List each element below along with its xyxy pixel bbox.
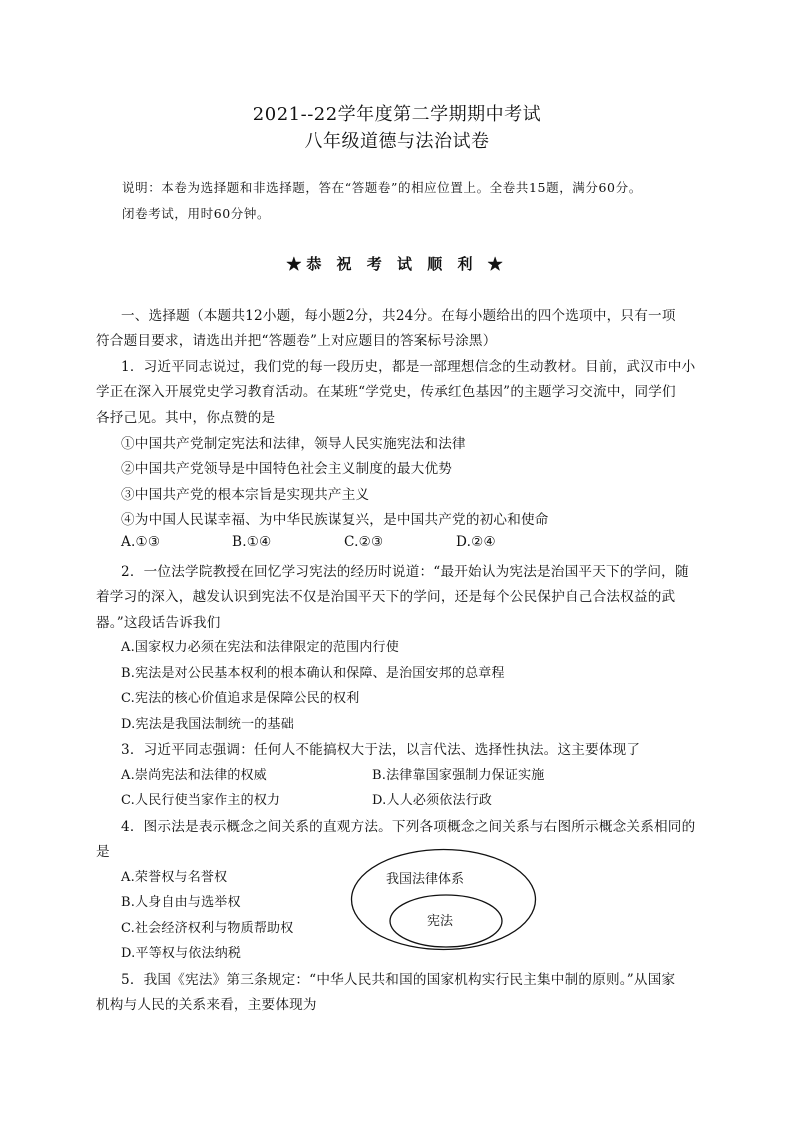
q1-option-d: D.②④: [456, 534, 496, 550]
diagram-outer-label: 我国法律体系: [386, 872, 465, 887]
concept-diagram: [350, 848, 537, 951]
exam-subtitle: 八年级道德与法治试卷: [304, 131, 490, 152]
q4-option-d: D.平等权与依法纳税: [121, 946, 242, 961]
q4-option-b: B.人身自由与选举权: [121, 895, 241, 910]
q2-option-c: C.宪法的核心价值追求是保障公民的权利: [121, 691, 360, 706]
blessing-banner: ★恭 祝 考 试 顺 利 ★: [286, 255, 508, 273]
exam-title: 2021--22学年度第二学期期中考试: [252, 104, 542, 125]
q2-stem-line-2: 着学习的深入，越发认识到宪法不仅是治国平天下的学问，还是每个公民保护自己合法权益的武: [96, 589, 676, 605]
q1-option-c: C.②③: [344, 534, 384, 550]
q3-option-c: C.人民行使当家作主的权力: [121, 793, 281, 808]
q1-stem-line-3: 各抒己见。其中，你点赞的是: [96, 410, 276, 426]
q5-stem-line-2: 机构与人民的关系来看，主要体现为: [96, 997, 317, 1013]
q1-stem-line-2: 学正在深入开展党史学习教育活动。在某班“学党史，传承红色基因”的主题学习交流中，同学们: [96, 384, 676, 400]
q2-option-b: B.宪法是对公民基本权利的根本确认和保障、是治国安邦的总章程: [121, 666, 505, 681]
q4-stem-line-1: 4．图示法是表示概念之间关系的直观方法。下列各项概念之间关系与右图所示概念关系相同的: [121, 819, 696, 835]
q1-statement-1: ①中国共产党制定宪法和法律，领导人民实施宪法和法律: [121, 436, 466, 452]
q3-stem: 3．习近平同志强调：任何人不能搞权大于法，以言代法、选择性执法。这主要体现了: [121, 742, 641, 758]
q4-option-a: A.荣誉权与名誉权: [121, 870, 228, 885]
q1-statement-4: ④为中国人民谋幸福、为中华民族谋复兴，是中国共产党的初心和使命: [121, 512, 549, 528]
section-heading-line-2: 符合题目要求，请选出并把“答题卷”上对应题目的答案标号涂黑）: [96, 333, 497, 349]
q1-stem-line-1: 1．习近平同志说过，我们党的每一段历史，都是一部理想信念的生动教材。目前，武汉市中小: [121, 359, 696, 375]
q2-stem-line-3: 器。”这段话告诉我们: [96, 615, 221, 631]
q3-option-a: A.崇尚宪法和法律的权威: [121, 768, 267, 783]
q4-option-c: C.社会经济权利与物质帮助权: [121, 921, 294, 936]
instructions-line-2: 闭卷考试，用时60分钟。: [122, 206, 271, 221]
section-heading-line-1: 一、选择题（本题共12小题，每小题2分，共24分。在每小题给出的四个选项中，只有一项: [121, 308, 676, 324]
q3-option-b: B.法律靠国家强制力保证实施: [372, 768, 545, 783]
q3-option-d: D.人人必须依法行政: [372, 793, 493, 808]
q1-option-b: B.①④: [232, 534, 272, 550]
concept-diagram-svg: [350, 848, 537, 951]
q4-stem-line-2: 是: [96, 844, 110, 860]
q1-statement-2: ②中国共产党领导是中国特色社会主义制度的最大优势: [121, 461, 453, 477]
q1-option-a: A.①③: [121, 534, 161, 550]
q2-option-d: D.宪法是我国法制统一的基础: [121, 717, 294, 732]
diagram-inner-label: 宪法: [427, 914, 454, 929]
q1-statement-3: ③中国共产党的根本宗旨是实现共产主义: [121, 487, 370, 503]
outer-ellipse: [352, 850, 536, 950]
instructions-line-1: 说明：本卷为选择题和非选择题，答在“答题卷”的相应位置上。全卷共15题，满分60分。: [122, 180, 642, 195]
q5-stem-line-1: 5．我国《宪法》第三条规定：“中华人民共和国的国家机构实行民主集中制的原则。”从国家: [121, 972, 676, 988]
q2-option-a: A.国家权力必须在宪法和法律限定的范围内行使: [121, 640, 399, 655]
q2-stem-line-1: 2．一位法学院教授在回忆学习宪法的经历时说道：“最开始认为宪法是治国平天下的学问，随: [121, 564, 689, 580]
